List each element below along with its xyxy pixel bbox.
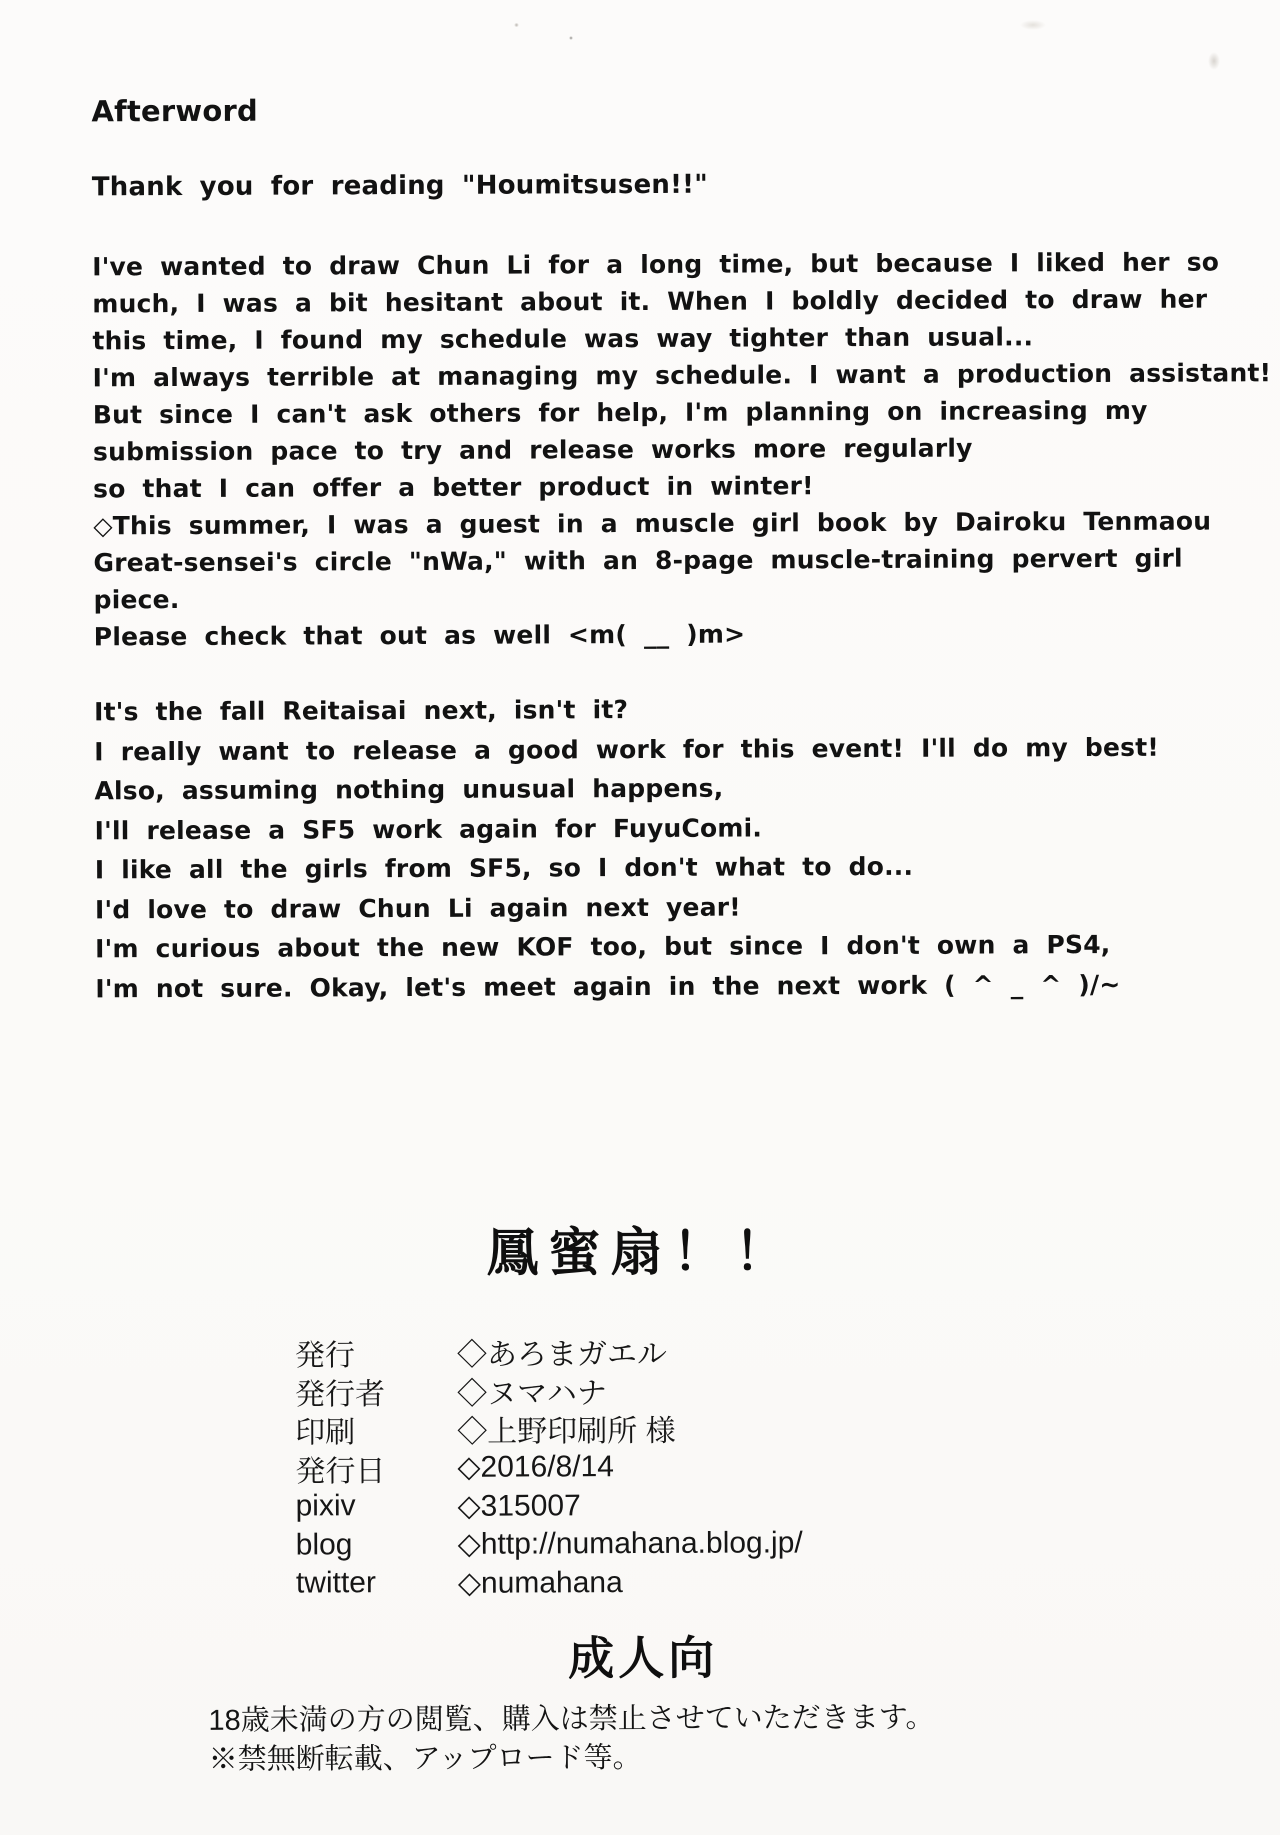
- colophon-value-printer: ◇上野印刷所 様: [457, 1415, 676, 1450]
- afterword-heading: Afterword: [91, 93, 259, 129]
- age-warning: [208, 1699, 934, 1780]
- colophon-row: [295, 1447, 802, 1488]
- afterword-line: piece.: [93, 585, 180, 615]
- colophon-label-author: 発行者: [295, 1377, 386, 1412]
- adult-rating-label: 成人向: [568, 1631, 719, 1685]
- afterword-line: I'm curious about the new KOF too, but since I don't own a PS4,: [95, 929, 1111, 964]
- colophon-label-pixiv: pixiv: [295, 1489, 356, 1523]
- afterword-line: so that I can offer a better product in winter!: [93, 471, 814, 504]
- afterword-line: submission pace to try and release works more regularly: [92, 433, 973, 467]
- colophon: [295, 1331, 803, 1603]
- warning-line: ※禁無断転載、アップロード等。: [208, 1742, 642, 1776]
- afterword-line: I really want to release a good work for this event! I'll do my best!: [94, 732, 1159, 766]
- colophon-row: [295, 1331, 802, 1372]
- colophon-row: [296, 1562, 803, 1603]
- colophon-label-printer: 印刷: [295, 1416, 356, 1450]
- colophon-value-pixiv: ◇315007: [457, 1489, 581, 1523]
- afterword-line: Also, assuming nothing unusual happens,: [94, 773, 724, 806]
- afterword-line: I'm always terrible at managing my schedule. I want a production assistant!: [92, 358, 1272, 393]
- afterword-line: ◇This summer, I was a guest in a muscle girl book by Dairoku Tenmaou: [93, 506, 1212, 541]
- afterword-line: It's the fall Reitaisai next, isn't it?: [94, 695, 629, 727]
- afterword-intro: Thank you for reading "Houmitsusen!!": [91, 169, 709, 203]
- colophon-value-twitter-handle: ◇numahana: [457, 1565, 623, 1600]
- afterword-paragraph-1: [92, 243, 1272, 655]
- colophon-row: [295, 1485, 802, 1526]
- colophon-label-pubdate: 発行日: [295, 1454, 386, 1489]
- colophon-label-publisher: 発行: [294, 1339, 355, 1373]
- afterword-line: this time, I found my schedule was way tighter than usual...: [92, 322, 1034, 356]
- colophon-label-twitter: twitter: [295, 1566, 376, 1600]
- afterword-line: I'd love to draw Chun Li again next year!: [94, 892, 741, 924]
- afterword-line: I've wanted to draw Chun Li for a long time, but because I liked her so: [92, 247, 1220, 282]
- afterword-line: I'll release a SF5 work again for FuyuComi.: [94, 812, 763, 845]
- colophon-value-blog-url: ◇http://numahana.blog.jp/: [457, 1526, 803, 1562]
- colophon-row: [296, 1524, 803, 1565]
- afterword-line: Please check that out as well <m( __ )m>: [93, 619, 746, 652]
- afterword-line: Great-sensei's circle "nWa," with an 8-page muscle-training pervert girl: [93, 543, 1183, 578]
- colophon-value-author: ◇ヌマハナ: [457, 1376, 607, 1411]
- colophon-label-blog: blog: [295, 1528, 353, 1562]
- colophon-row: [295, 1408, 802, 1449]
- book-title: 鳳蜜扇！！: [486, 1223, 797, 1283]
- afterword-line: much, I was a bit hesitant about it. When I boldly decided to draw her: [92, 284, 1208, 319]
- warning-line: 18歳未満の方の閲覧、購入は禁止させていただきます。: [208, 1701, 935, 1737]
- colophon-value-pubdate: ◇2016/8/14: [457, 1450, 615, 1485]
- afterword-paragraph-2: [94, 687, 1240, 1008]
- colophon-value-publisher: ◇あろまガエル: [456, 1338, 667, 1373]
- colophon-row: [295, 1370, 802, 1411]
- afterword-line: But since I can't ask others for help, I'm planning on increasing my: [92, 395, 1148, 430]
- afterword-line: I'm not sure. Okay, let's meet again in the next work ( ^ _ ^ )/~: [95, 969, 1121, 1003]
- afterword-line: I like all the girls from SF5, so I don't what to do...: [94, 851, 914, 885]
